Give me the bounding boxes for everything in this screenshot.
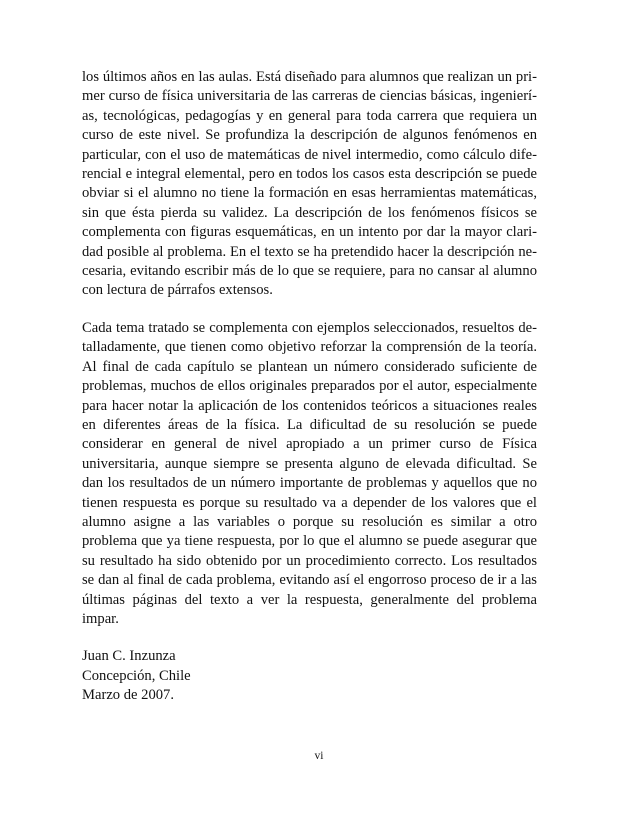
- author-name: Juan C. Inzunza: [82, 648, 176, 665]
- body-text: [82, 68, 537, 706]
- signature-block: [82, 647, 537, 705]
- author-location: Concepción, Chile: [82, 667, 191, 684]
- signature-date: Marzo de 2007.: [82, 687, 174, 704]
- paragraph-2: Cada tema tratado se complementa con ejemplos seleccionados, resueltos detalladamente, que tienen como objetivo reforzar la comprensión de la teoría. Al final de cada capítulo se plantean un número considerado suficiente de problemas, muchos de ellos originales preparados por el autor, especialmente para hacer notar la aplicación de los contenidos teóricos a situaciones reales en diferentes áreas de la física. La dificultad de su resolución se puede considerar en general de nivel apropiado a un primer curso de Física universitaria, aunque siempre se presenta alguno de elevada dificultad. Se dan los resultados de un número importante de problemas y aquellos que no tienen respuesta es porque su resultado va a depender de los valores que el alumno asigne a las variables o porque su resolución es similar a otro problema que ya tiene respuesta, por lo que el alumno se puede asegurar que su resultado ha sido obtenido por un procedimiento correcto. Los resultados se dan al final de cada problema, evitando así el engorroso proceso de ir a las últimas páginas del texto a ver la respuesta, generalmente del problema impar.: [82, 319, 537, 627]
- page-number: vi: [314, 750, 324, 762]
- paragraph-1: los últimos años en las aulas. Está diseñado para alumnos que realizan un primer curso de física universitaria de las carreras de ciencias básicas, ingenierías, tecnológicas, pedagogías y en general para toda carrera que requiera un curso de este nivel. Se profundiza la descripción de algunos fenómenos en particular, con el uso de matemáticas de nivel intermedio, como cálculo diferencial e integral elemental, pero en todos los casos esta descripción se puede obviar si el alumno no tiene la formación en esas herramientas matemáticas, sin que ésta pierda su validez. La descripción de los fenómenos físicos se complementa con figuras esquemáticas, en un intento por dar la mayor claridad posible al problema. En el texto se ha pretendido hacer la descripción necesaria, evitando escribir más de lo que se requiere, para no cansar al alumno con lectura de párrafos extensos.: [82, 69, 537, 299]
